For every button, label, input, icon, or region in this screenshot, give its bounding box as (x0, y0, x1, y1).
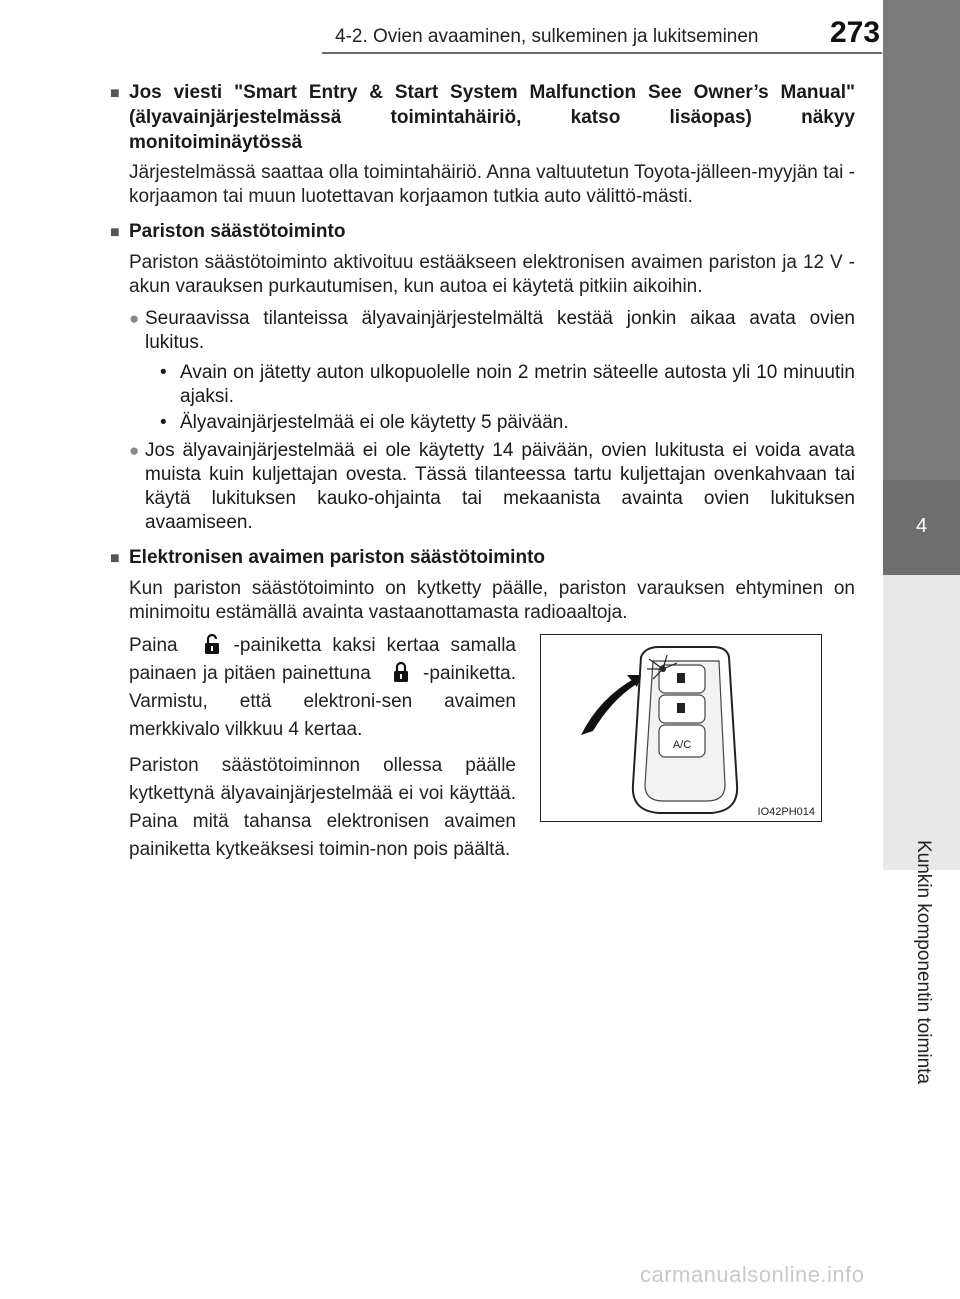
sub-list-item-text: Älyavainjärjestelmää ei ole käytetty 5 päivään. (180, 412, 569, 433)
circle-bullet-icon: ● (129, 441, 140, 460)
list-item-text: Seuraavissa tilanteissa älyavainjärjestelmältä kestää jonkin aikaa avata ovien lukitus. (145, 308, 855, 353)
sub-list-item (160, 361, 855, 409)
heading-text: Elektronisen avaimen pariston säästötoiminto (129, 547, 545, 568)
instruction-paragraph: Pariston säästötoiminnon ollessa päälle kytkettynä älyavainjärjestelmää ei voi käyttää. Paina mitä tahansa elektronisen avaimen painiketta kytkeäksesi toimin-non pois päältä. (129, 755, 516, 860)
circle-bullet-icon: ● (129, 309, 140, 328)
paragraph: Järjestelmässä saattaa olla toimintahäiriö. Anna valtuutetun Toyota-jälleen-myyjän tai -korjaamon tai muun luotettavan korjaamon tutkia auto välittö-mästi. (129, 162, 855, 207)
list-item-text: Jos älyavainjärjestelmää ei ole käytetty 14 päivään, ovien lukitusta ei voida avata muista kuin kuljettajan ovesta. Tässä tilanteessa tartu kuljettajan ovenkahvaan tai käytä lukituksen kauko-ohjainta tai mekaanista avainta ovien lukituksen avaamiseen. (145, 440, 855, 533)
sub-list-item (160, 411, 855, 435)
figure-code: IO42PH014 (757, 806, 815, 818)
chapter-title: Kunkin komponentin toiminta (913, 840, 934, 1084)
watermark: carmanualsonline.info (640, 1262, 865, 1287)
pointer-arrow (581, 675, 641, 735)
chapter-number: 4 (915, 515, 928, 537)
dot-bullet-icon: • (160, 362, 167, 383)
chapter-side-tab (883, 0, 960, 1299)
key-fob-illustration (541, 635, 821, 821)
square-bullet-icon: ■ (110, 224, 120, 241)
section-heading-battery-saving (110, 219, 855, 245)
heading-text: Jos viesti "Smart Entry & Start System Malfunction See Owner’s Manual" (älyavainjärjestelmässä toimintahäiriö, katso lisäopas) näkyy monitoiminäytössä (129, 82, 855, 153)
sub-list-item-text: Avain on jätetty auton ulkopuolelle noin 2 metrin säteelle autosta yli 10 minuutin ajaksi. (180, 362, 855, 407)
list-item (129, 439, 855, 535)
instruction-text: -painiketta. Varmistu, että elektroni-sen avaimen merkkivalo vilkkuu 4 kertaa. (129, 663, 516, 740)
instruction-paragraph (129, 632, 516, 744)
page-number: 273 (830, 16, 881, 49)
section-heading-key-battery-saving (110, 545, 855, 571)
section-heading-malfunction (110, 80, 855, 155)
instruction-text: -painiketta kaksi kertaa samalla painaen ja pitäen painettuna (129, 635, 516, 684)
unlock-icon (204, 633, 220, 655)
header-rule (322, 52, 882, 54)
square-bullet-icon: ■ (110, 85, 120, 102)
square-bullet-icon: ■ (110, 550, 120, 567)
main-content (110, 72, 855, 625)
lock-icon (393, 661, 409, 683)
list-item (129, 307, 855, 355)
header-title: 4-2. Ovien avaaminen, sulkeminen ja lukitseminen (335, 26, 759, 47)
dot-bullet-icon: • (160, 412, 167, 433)
key-fob-figure (540, 634, 822, 822)
instruction-column (129, 632, 516, 864)
side-band-top (883, 0, 960, 480)
paragraph: Kun pariston säästötoiminto on kytketty päälle, pariston varauksen ehtyminen on minimoitu estämällä avainta vastaanottamasta radioaaltoja. (129, 578, 855, 623)
instruction-text: Paina (129, 635, 178, 656)
side-band-low (883, 575, 960, 870)
paragraph: Pariston säästötoiminto aktivoituu estääkseen elektronisen avaimen pariston ja 12 V -akun varauksen purkautumisen, kun autoa ei käytetä pitkiin aikoihin. (129, 252, 855, 297)
ac-button-label: A/C (672, 739, 692, 751)
heading-text: Pariston säästötoiminto (129, 221, 346, 242)
